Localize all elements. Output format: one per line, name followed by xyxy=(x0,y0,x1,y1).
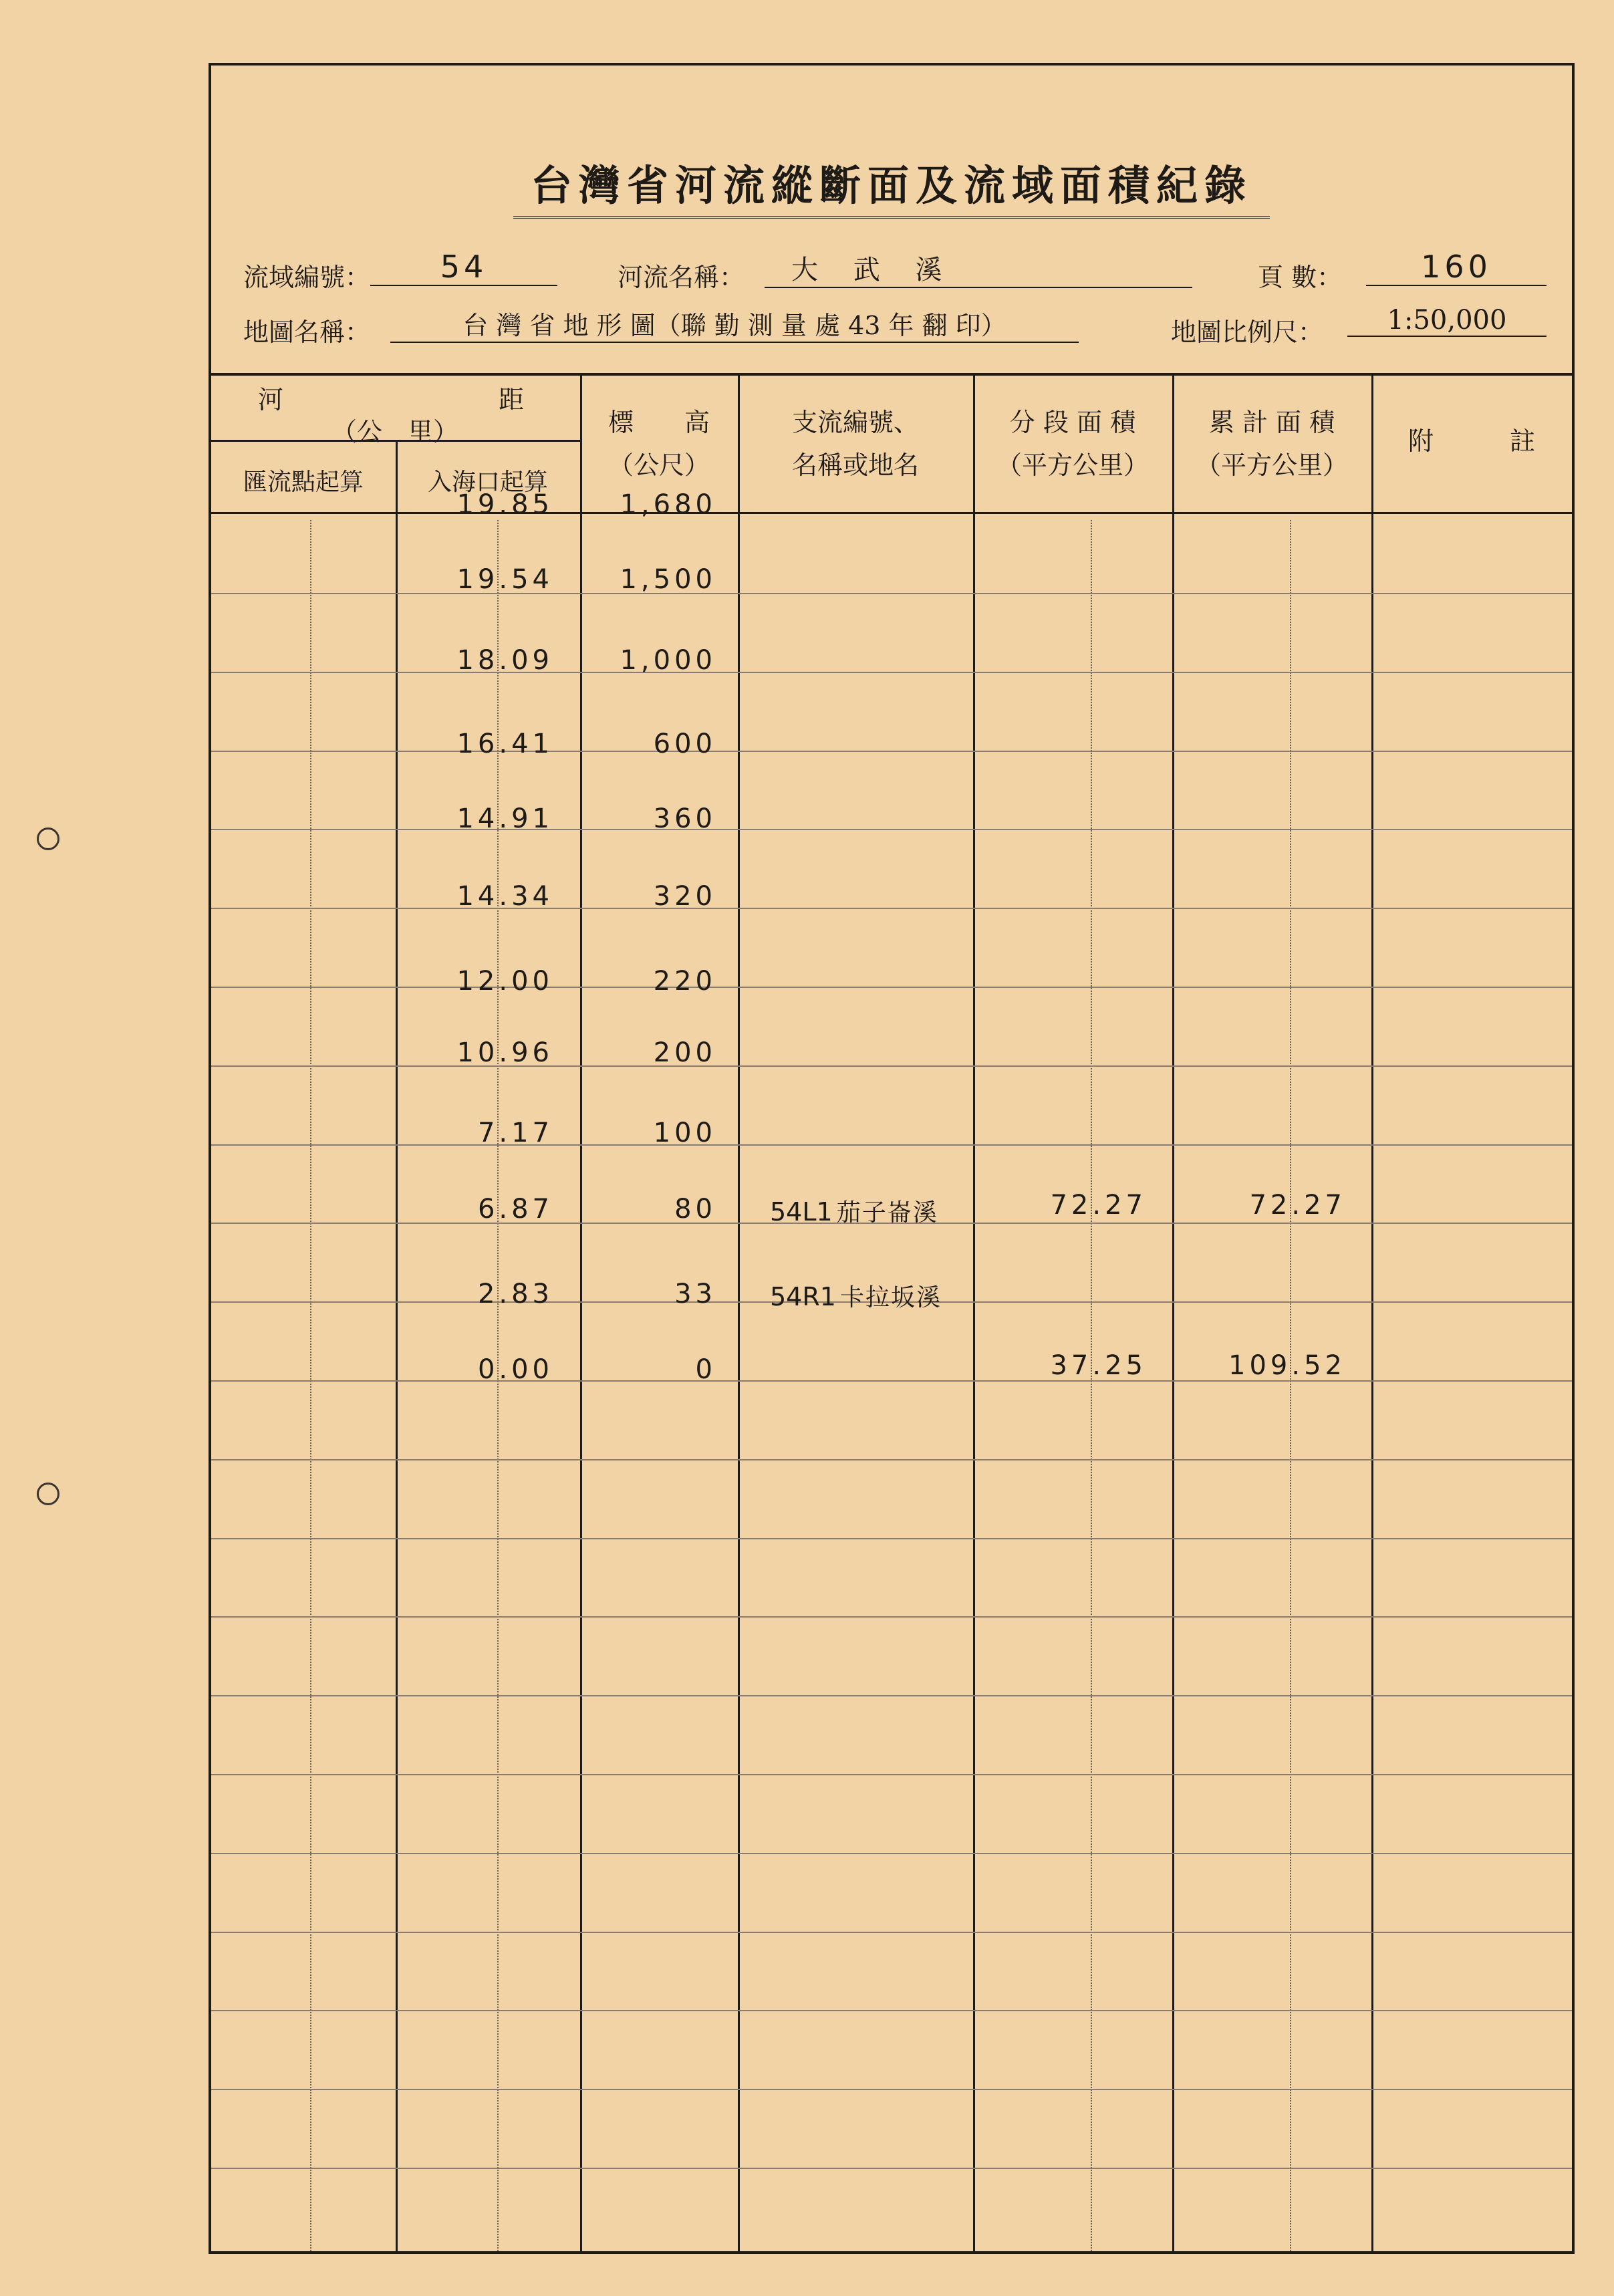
scale-label: 地圖比例尺： xyxy=(1171,317,1324,347)
cell-elevation: 80 xyxy=(674,1194,716,1225)
col-head-cumulative-area: 累 計 面 積 xyxy=(1208,408,1335,437)
col-divider xyxy=(580,373,582,2251)
cell-from-estuary: 10.96 xyxy=(456,1037,553,1068)
cell-elevation: 1,000 xyxy=(620,645,716,676)
col-head-elevation: 標 高 xyxy=(608,408,710,437)
row-rule xyxy=(211,2168,1572,2169)
row-rule xyxy=(211,1853,1572,1854)
cell-from-estuary: 0.00 xyxy=(477,1354,553,1385)
river-name-value: 大 武 溪 xyxy=(765,249,1192,288)
row-rule xyxy=(211,2089,1572,2090)
row-rule xyxy=(211,1932,1572,1933)
cell-elevation: 200 xyxy=(653,1037,716,1068)
page-no-value: 160 xyxy=(1366,249,1546,286)
row-rule xyxy=(211,2010,1572,2011)
record-form xyxy=(209,63,1575,2254)
scale-value: 1:50,000 xyxy=(1347,305,1546,337)
cell-from-estuary: 19.54 xyxy=(456,564,553,595)
map-name-value: 台 灣 省 地 形 圖（聯 勤 測 量 處 43 年 翻 印） xyxy=(390,305,1079,343)
col-divider xyxy=(738,373,740,2251)
col-head-from-estuary: 入海口起算 xyxy=(427,469,548,496)
row-rule xyxy=(211,1695,1572,1696)
basin-no-value: 54 xyxy=(370,249,557,286)
cell-elevation: 600 xyxy=(653,729,716,759)
page-label: 頁 數： xyxy=(1258,263,1343,292)
decimal-guide xyxy=(1290,520,1291,2251)
cell-tributary xyxy=(770,1194,938,1228)
row-rule xyxy=(211,1538,1572,1539)
tributary-name: 卡拉坂溪 xyxy=(839,1284,942,1311)
decimal-guide xyxy=(497,520,499,2251)
cell-elevation: 220 xyxy=(653,966,716,997)
col-divider xyxy=(1371,373,1373,2251)
col-divider xyxy=(973,373,975,2251)
cell-from-estuary: 16.41 xyxy=(456,729,553,759)
row-rule xyxy=(211,1616,1572,1618)
cell-elevation: 360 xyxy=(653,803,716,834)
basin-no-label: 流域編號： xyxy=(243,263,371,292)
punch-hole-upper xyxy=(37,827,59,850)
row-rule xyxy=(211,1774,1572,1775)
cell-elevation: 1,500 xyxy=(620,564,716,595)
col-head-distance-left: 河 xyxy=(258,385,284,414)
cell-from-estuary: 12.00 xyxy=(456,966,553,997)
cell-elevation: 33 xyxy=(674,1279,716,1309)
decimal-guide xyxy=(310,520,311,2251)
cell-from-estuary: 14.91 xyxy=(456,803,553,834)
col-head-remarks: 附 註 xyxy=(1407,426,1535,456)
cell-elevation: 0 xyxy=(695,1354,716,1385)
cell-from-estuary: 7.17 xyxy=(477,1118,553,1148)
col-head-segment-area-unit: （平方公里） xyxy=(996,451,1149,480)
cell-elevation: 1,680 xyxy=(620,489,716,520)
cell-cumulative-area: 72.27 xyxy=(1249,1190,1346,1221)
col-head-tributary: 支流編號、 xyxy=(791,408,919,437)
col-head-from-confluence: 匯流點起算 xyxy=(243,469,364,496)
cell-from-estuary: 18.09 xyxy=(456,645,553,676)
cell-from-estuary: 2.83 xyxy=(477,1279,553,1309)
col-divider xyxy=(396,440,398,2251)
col-head-distance-right: 距 xyxy=(499,385,525,414)
col-head-tributary-2: 名稱或地名 xyxy=(791,451,919,480)
col-head-segment-area: 分 段 面 積 xyxy=(1009,408,1136,437)
header-top-rule xyxy=(211,373,1572,376)
cell-from-estuary: 6.87 xyxy=(477,1194,553,1225)
tributary-code: 54L1 xyxy=(770,1197,833,1227)
row-rule xyxy=(211,1459,1572,1460)
col-divider xyxy=(1172,373,1174,2251)
col-head-cumulative-area-unit: （平方公里） xyxy=(1195,451,1348,480)
decimal-guide xyxy=(1091,520,1092,2251)
cell-cumulative-area: 109.52 xyxy=(1228,1350,1346,1381)
tributary-code: 54R1 xyxy=(770,1282,836,1311)
map-name-label: 地圖名稱： xyxy=(243,317,371,347)
form-title: 台灣省河流縱斷面及流域面積紀錄 xyxy=(211,152,1572,219)
cell-elevation: 100 xyxy=(653,1118,716,1148)
col-head-distance-unit: （公 里） xyxy=(331,417,458,447)
punch-hole-lower xyxy=(37,1483,59,1505)
river-name-label: 河流名稱： xyxy=(618,263,745,292)
tributary-name: 茄子崙溪 xyxy=(836,1199,938,1227)
cell-tributary xyxy=(770,1279,942,1313)
cell-from-estuary: 14.34 xyxy=(456,881,553,912)
col-head-elevation-unit: （公尺） xyxy=(608,451,710,480)
cell-segment-area: 37.25 xyxy=(1050,1350,1147,1381)
cell-elevation: 320 xyxy=(653,881,716,912)
cell-segment-area: 72.27 xyxy=(1050,1190,1147,1221)
cell-from-estuary: 19.85 xyxy=(456,489,553,520)
